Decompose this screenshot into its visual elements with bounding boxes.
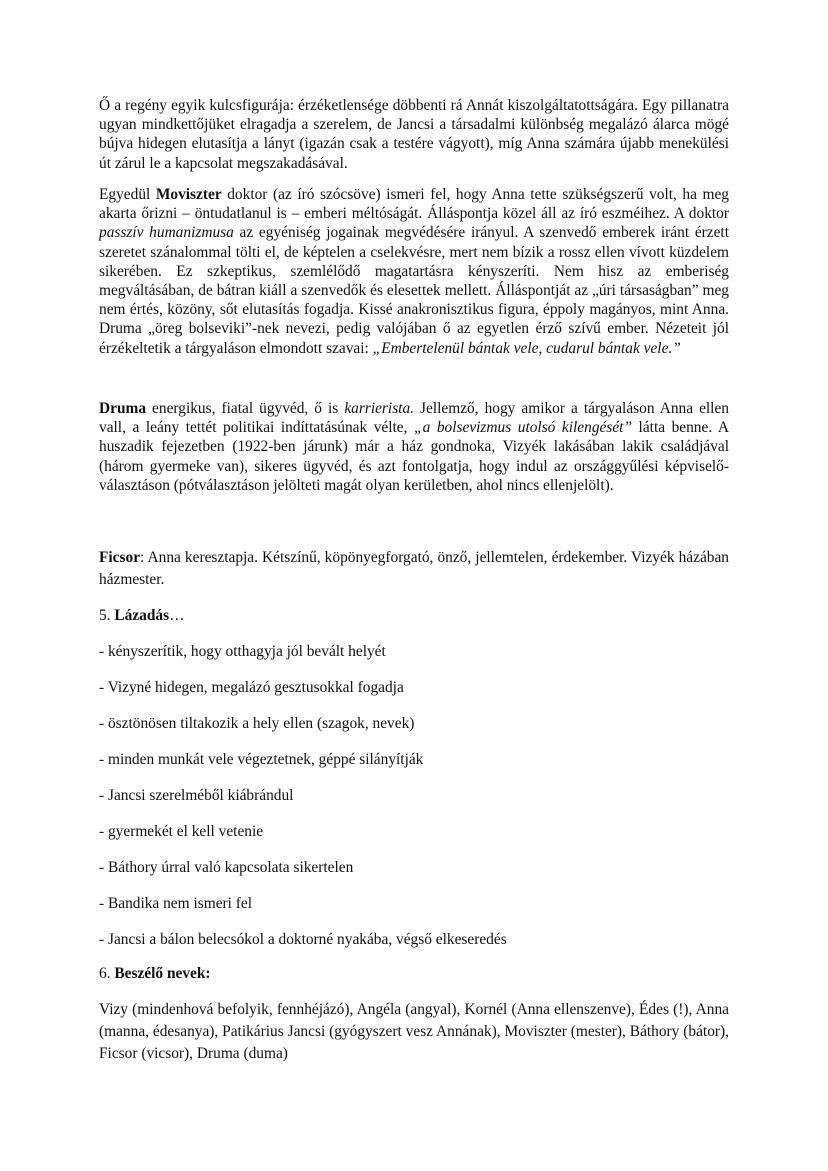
text-run: : Anna keresztapja. Kétszínű, köpönyegforgató, önző, jellemtelen, érdekember. Vizyék házában házmester. — [99, 549, 729, 588]
text-run: az egyéniség jogainak megvédésére irányul. A szenvedő emberek iránt érzett szeretet szánalommal tölti el, de képtelen a cselekvésre, mert nem bízik a rossz ellen vívott küzdelem sikerében. Ez szkeptikus, szemlélődő magatartásra kényszeríti. Nem hisz az emberiség megváltásában, de bátran kiáll a szenvedők és elesettek mellett. Álláspontját az „úri társaságban” meg nem értés, közöny, sőt elutasítás fogadja. Kissé anakronisztikus figura, éppoly magányos, mint Anna. Druma „öreg bolseviki”-nek nevezi, pedig valójában ő az egyetlen érző szívű ember. Nézeteit jól érzékeltetik a tárgyaláson elmondott szavai: — [99, 224, 729, 357]
italic-quote: „a bolsevizmus utolsó kilengését” — [414, 419, 633, 437]
text-run: látta benne. A huszadik fejezetben (1922-ben járunk) már a ház gondnoka, Vizyék lakásában lakik családjával (három gyermeke van), sikeres ügyvéd, és azt fontolgatja, hogy indul az országgyűlési képviselő-választáson (pótválasztáson jelölteti magát olyan kerületben, ahol nincs ellenjelölt). — [99, 419, 729, 494]
section-heading-6 — [99, 964, 211, 984]
heading-number: 6. — [99, 965, 115, 982]
paragraph-druma — [99, 399, 729, 495]
list-item: - Jancsi a bálon belecsókol a doktorné nyakába, végső elkeseredés — [99, 931, 507, 948]
paragraph-speaking-names — [99, 999, 729, 1065]
list-item: - kényszerítik, hogy otthagyja jól bevált helyét — [99, 643, 386, 660]
heading-number: 5. — [99, 607, 115, 624]
paragraph-text: Ő a regény egyik kulcsfigurája: érzéketlensége döbbenti rá Annát kiszolgáltatottságára. Egy pillanatra ugyan mindkettőjüket elragadja a szerelem, de Jancsi a társadalmi különbség megalázó álarca mögé bújva hidegen elutasítja a lányt (igazán csak a testére vágyott), míg Anna számára újabb menekülési út zárul le a kapcsolat megszakadásával. — [99, 97, 729, 172]
list-item: - Bandika nem ismeri fel — [99, 895, 253, 912]
text-run: Egyedül — [99, 186, 156, 203]
text-run: doktor (az író szócsöve) ismeri fel, hogy Anna tette szükségszerű volt, ha meg akarta őrizni – öntudatlanul is – emberi méltóságát. Álláspontja közel áll az író eszméihez. A doktor — [99, 186, 730, 223]
heading-title: Beszélő nevek: — [114, 965, 211, 982]
list-item: - Báthory úrral való kapcsolata sikertelen — [99, 859, 354, 876]
paragraph-text: Vizy (mindenhová befolyik, fennhéjázó), Angéla (angyal), Kornél (Anna ellenszenve), Édes (!), Anna (manna, édesanya), Patikárius Jancsi (gyógyszert vesz Annának), Moviszter (mester), Báthory (bátor), Ficsor (vicsor), Druma (duma) — [99, 1001, 729, 1062]
list-item: - minden munkát vele végeztetnek, géppé silányítják — [99, 751, 424, 768]
paragraph-ficsor — [99, 547, 729, 591]
name-moviszter: Moviszter — [155, 186, 222, 203]
paragraph-moviszter — [99, 185, 729, 358]
list-item: - ösztönösen tiltakozik a hely ellen (szagok, nevek) — [99, 715, 415, 732]
name-ficsor: Ficsor — [99, 549, 141, 566]
italic-quote: „Embertelenül bántak vele, cudarul bántak vele.” — [372, 339, 681, 357]
italic-term: karrierista. — [344, 400, 414, 417]
heading-title: Lázadás — [114, 607, 170, 624]
text-run: energikus, fiatal ügyvéd, ő is — [146, 400, 345, 417]
section-heading-5 — [99, 606, 185, 626]
list-item: - gyermekét el kell vetenie — [99, 823, 264, 840]
heading-ellipsis: … — [169, 607, 185, 624]
name-druma: Druma — [99, 400, 147, 417]
list-item: - Jancsi szerelméből kiábrándul — [99, 787, 294, 804]
text-run: Jellemző, hogy amikor a tárgyaláson Anna ellen vall, a leány tettét politikai indíttatásúnak vélte, — [99, 400, 729, 437]
italic-term: passzív humanizmusa — [99, 224, 234, 242]
paragraph-jancsi — [99, 96, 729, 173]
list-item: - Vizyné hidegen, megalázó gesztusokkal fogadja — [99, 679, 404, 696]
